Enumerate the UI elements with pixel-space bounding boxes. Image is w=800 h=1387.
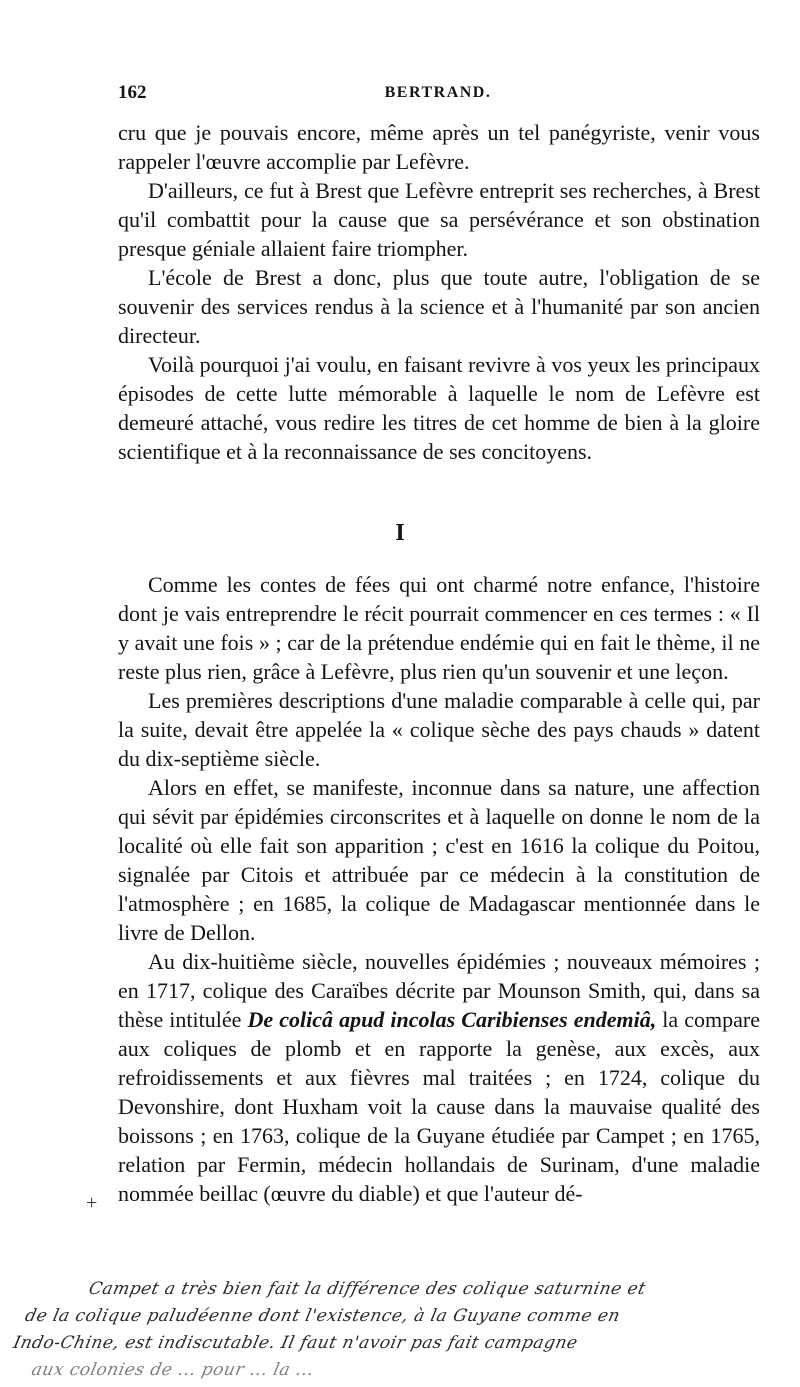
- annotation-line: de la colique paludéenne dont l'existence, à la Guyane comme en: [23, 1306, 623, 1326]
- page-header: [118, 82, 758, 108]
- running-head: BERTRAND.: [384, 84, 492, 101]
- paragraph: Comme les contes de fées qui ont charmé notre enfance, l'histoire dont je vais entreprendre le récit pourrait commencer en ces termes : « Il y avait une fois » ; car de la prétendue endémie qui en fait le thème, il ne reste plus rien, grâce à Lefèvre, plus rien qu'un souvenir et une leçon.: [118, 572, 760, 684]
- intro-text: [118, 118, 760, 466]
- paragraph: D'ailleurs, ce fut à Brest que Lefèvre entreprit ses recherches, à Brest qu'il combattit pour la cause que sa persévérance et son obstination presque géniale allaient faire triompher.: [118, 178, 760, 261]
- paragraph-text: la compare aux coliques de plomb et en rapporte la genèse, aux excès, aux refroidissements et aux fièvres mal traitées ; en 1724, colique du Devonshire, dont Huxham voit la cause dans la mauvaise qualité des boissons ; en 1763, colique de la Guyane étudiée par Campet ; en 1765, relation par Fermin, médecin hollandais de Surinam, d'une maladie nommée beillac (œuvre du diable) et que l'auteur dé-: [118, 1007, 761, 1206]
- thesis-title: De colicâ apud incolas Caribienses endemiâ,: [247, 1007, 657, 1032]
- paragraph: [118, 947, 760, 1208]
- annotation-line: Indo-Chine, est indiscutable. Il faut n'avoir pas fait campagne: [11, 1333, 580, 1353]
- annotation-line: aux colonies de ... pour ... la ...: [29, 1360, 316, 1380]
- handwritten-annotation: [0, 1276, 800, 1387]
- section-text: [118, 570, 760, 1208]
- page-number: 162: [118, 82, 147, 103]
- paragraph: L'école de Brest a donc, plus que toute autre, l'obligation de se souvenir des services rendus à la science et à l'humanité par son ancien directeur.: [118, 265, 760, 348]
- paragraph: Les premières descriptions d'une maladie comparable à celle qui, par la suite, devait être appelée la « colique sèche des pays chauds » datent du dix-septième siècle.: [118, 688, 760, 771]
- margin-mark: +: [86, 1192, 98, 1214]
- paragraph: Voilà pourquoi j'ai voulu, en faisant revivre à vos yeux les principaux épisodes de cette lutte mémorable à laquelle le nom de Lefèvre est demeuré attaché, vous redire les titres de cet homme de bien à la gloire scientifique et à la reconnaissance de ses concitoyens.: [118, 352, 760, 464]
- paragraph: Alors en effet, se manifeste, inconnue dans sa nature, une affection qui sévit par épidémies circonscrites et à laquelle on donne le nom de la localité où elle fait son apparition ; c'est en 1616 la colique du Poitou, signalée par Citois et attribuée par ce médecin à la constitution de l'atmosphère ; en 1685, la colique de Madagascar mentionnée dans le livre de Dellon.: [118, 775, 760, 945]
- annotation-line: Campet a très bien fait la différence des colique saturnine et: [86, 1279, 648, 1299]
- paragraph-text: Au dix-huitième siècle, nouvelles épidémies ; nouveaux mémoires ; en 1717, colique des Caraïbes décrite par Mounson Smith, qui, dans sa thèse intitulée: [118, 949, 760, 1032]
- section-heading: I: [395, 520, 405, 546]
- paragraph: cru que je pouvais encore, même après un tel panégyriste, venir vous rappeler l'œuvre accomplie par Lefèvre.: [118, 120, 760, 174]
